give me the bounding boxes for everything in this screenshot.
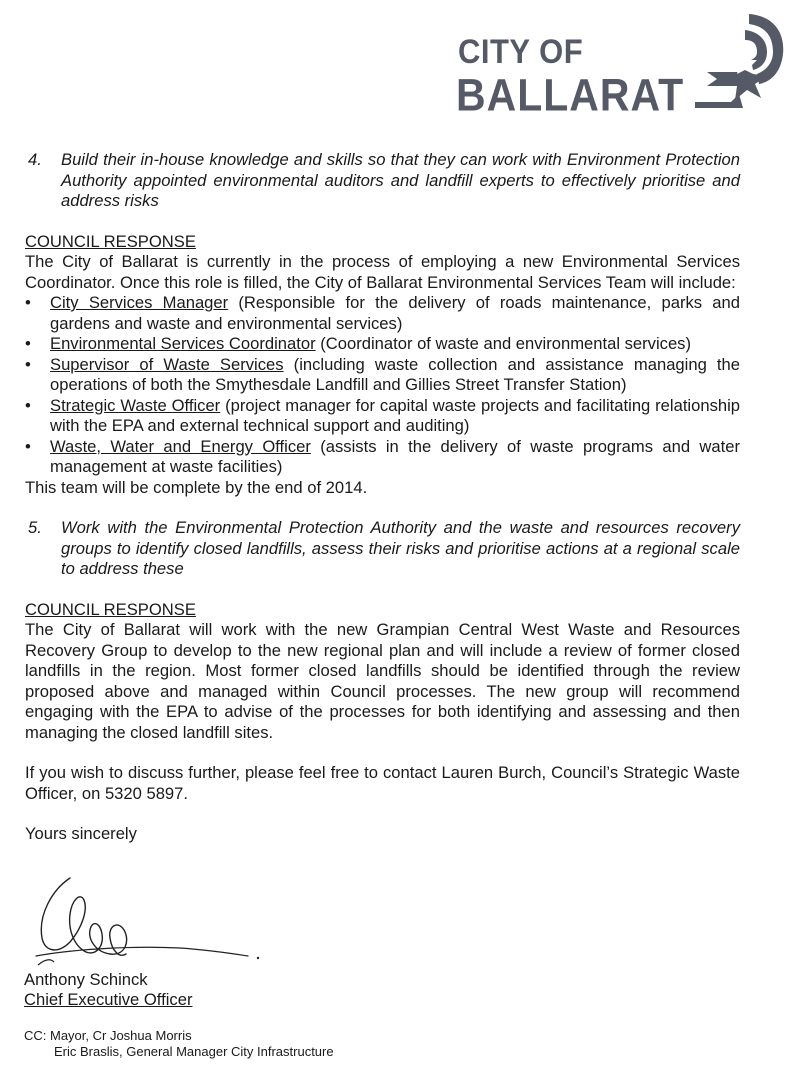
recommendation-5 [25,518,740,580]
role-description: (Responsible for the delivery of roads maintenance, parks and gardens and waste and environmental services) [50,293,740,333]
role-name: Supervisor of Waste Services [50,354,284,374]
bullet-icon: • [25,436,31,456]
cc-line: Eric Braslis, General Manager City Infrastructure [54,1044,334,1059]
ballarat-star-emblem-icon [687,10,792,110]
role-name: City Services Manager [50,293,229,312]
role-name: Strategic Waste Officer [50,395,221,415]
response-intro: The City of Ballarat is currently in the process of employing a new Environmental Services Coordinator. Once this role is filled, the City of Ballarat Environmental Services Team will include: [25,252,740,292]
council-response-heading: COUNCIL RESPONSE [25,231,196,251]
cc-list [24,1028,334,1060]
list-item [25,293,740,334]
list-item [25,334,740,355]
role-description: (assists in the delivery of waste programs and water management at waste facilities) [50,436,740,476]
signatory-title: Chief Executive Officer [24,990,193,1009]
logo-line-1: CITY OF [458,32,584,71]
list-item [25,437,740,478]
list-item [25,355,740,396]
list-item [25,396,740,437]
team-roles-list [25,293,740,478]
bullet-icon: • [25,354,31,374]
salutation: Yours sincerely [25,824,137,843]
role-description: (project manager for capital waste projects and facilitating relationship with the EPA and external technical support and auditing) [50,395,741,435]
role-description: (including waste collection and assistance managing the operations of both the Smythesdale Landfill and Gillies Street Transfer Station) [50,354,740,394]
city-of-ballarat-logo [455,10,795,121]
bullet-icon: • [25,395,31,415]
recommendation-number: 5. [28,518,42,537]
council-response-heading: COUNCIL RESPONSE [25,599,196,619]
bullet-icon: • [25,293,31,312]
logo-line-2: BALLARAT [456,70,685,121]
signatory-name: Anthony Schinck [24,970,148,989]
team-completion-note: This team will be complete by the end of 2014. [25,477,368,497]
bullet-icon: • [25,334,31,353]
letter-body [25,150,740,845]
recommendation-text: Build their in-house knowledge and skills so that they can work with Environment Protection Authority appointed environmental auditors and landfill experts to effectively prioritise and address risks [61,150,740,210]
role-description: (Coordinator of waste and environmental services) [315,334,692,353]
recommendation-number: 4. [28,150,42,169]
recommendation-text: Work with the Environmental Protection Authority and the waste and resources recovery groups to identify closed landfills, assess their risks and prioritise actions at a regional scale to address these [61,518,740,578]
response-body: The City of Ballarat will work with the new Grampian Central West Waste and Resources Recovery Group to develop to the new regional plan and will include a review of former closed landfills in the region. Most former closed landfills should be identified through the review proposed above and managed within Council processes. The new group will recommend engaging with the EPA to advise of the processes for both identifying and assessing and then managing the closed landfill sites. [25,620,740,742]
cc-line: CC: Mayor, Cr Joshua Morris [24,1028,192,1043]
contact-paragraph: If you wish to discuss further, please feel free to contact Lauren Burch, Council’s Strategic Waste Officer, on 5320 5897. [25,763,740,803]
role-name: Waste, Water and Energy Officer [50,436,311,456]
role-name: Environmental Services Coordinator [50,334,316,353]
handwritten-signature [30,870,270,975]
recommendation-4 [25,150,740,212]
